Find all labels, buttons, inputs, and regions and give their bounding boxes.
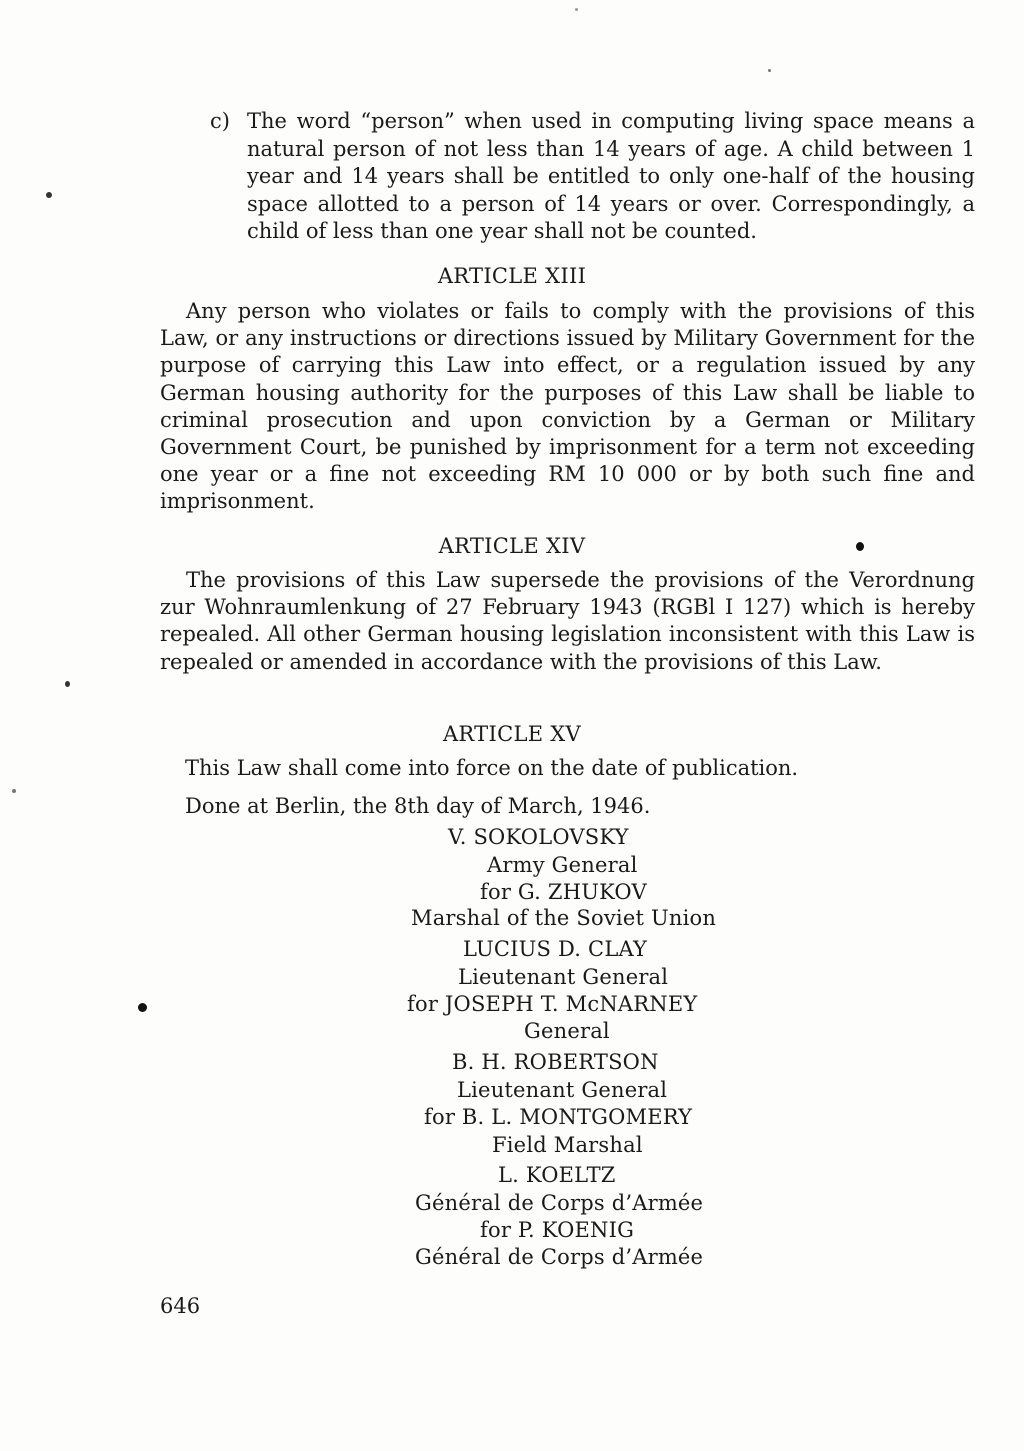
list-item-marker: c) <box>210 109 230 133</box>
signatory-rank: Marshal of the Soviet Union <box>411 906 717 930</box>
signatory-name: B. H. ROBERTSON <box>452 1050 659 1074</box>
scan-speck <box>575 8 578 11</box>
signatory-rank: Field Marshal <box>492 1133 643 1157</box>
article-14-heading: ARTICLE XIV <box>438 534 586 558</box>
signatory-rank: General <box>524 1019 610 1043</box>
scan-speck <box>65 681 70 687</box>
article-15-text: This Law shall come into force on the date of publication. <box>185 756 799 780</box>
signatory-name: L. KOELTZ <box>498 1163 616 1187</box>
scan-speck <box>12 789 16 793</box>
signatory-for-line: for G. ZHUKOV <box>480 880 647 904</box>
signatory-rank: Lieutenant General <box>457 1078 668 1102</box>
list-item-text: The word “person” when used in computing living space means a natural person of not less than 14 years of age. A child between 1 year and 14 years shall be entitled to only one-half of the housing space allotted to a person of 14 years or over. Correspondingly, a child of less than one year shall not be counted. <box>247 109 975 243</box>
article-13-heading: ARTICLE XIII <box>437 264 587 288</box>
scan-speck <box>768 69 771 72</box>
signatory-for-line: for JOSEPH T. McNARNEY <box>407 992 698 1016</box>
list-item-c <box>210 108 975 246</box>
signatory-name: LUCIUS D. CLAY <box>463 937 648 961</box>
article-13-text: Any person who violates or fails to comply with the provisions of this Law, or any instructions or directions issued by Military Government for the purpose of carrying this Law into effect, or a regulation issued by any German housing authority for the purposes of this Law shall be liable to criminal prosecution and upon conviction by a German or Military Government Court, be punished by imprisonment for a term not exceeding one year or a fine not exceeding RM 10 000 or by both such fine and imprisonment. <box>160 299 975 514</box>
signatory-name: V. SOKOLOVSKY <box>448 825 629 849</box>
scan-speck <box>856 542 864 551</box>
signatory-rank: Army General <box>487 853 638 877</box>
article-14-text: The provisions of this Law supersede the provisions of the Verordnung zur Wohnraumlenkung of 27 February 1943 (RGBl I 127) which is hereby repealed. All other German housing legislation inconsistent with this Law is repealed or amended in accordance with the provisions of this Law. <box>160 568 975 674</box>
scan-speck <box>138 1003 147 1012</box>
done-at-line: Done at Berlin, the 8th day of March, 1946. <box>185 794 651 818</box>
scan-speck <box>46 192 52 198</box>
page-number: 646 <box>160 1294 201 1318</box>
signatory-rank: Général de Corps d’Armée <box>415 1245 704 1269</box>
signatory-rank: Lieutenant General <box>458 965 669 989</box>
signatory-for-line: for P. KOENIG <box>480 1218 635 1242</box>
article-15-heading: ARTICLE XV <box>442 722 582 746</box>
signatory-rank: Général de Corps d’Armée <box>415 1191 704 1215</box>
signatory-for-line: for B. L. MONTGOMERY <box>424 1105 693 1129</box>
